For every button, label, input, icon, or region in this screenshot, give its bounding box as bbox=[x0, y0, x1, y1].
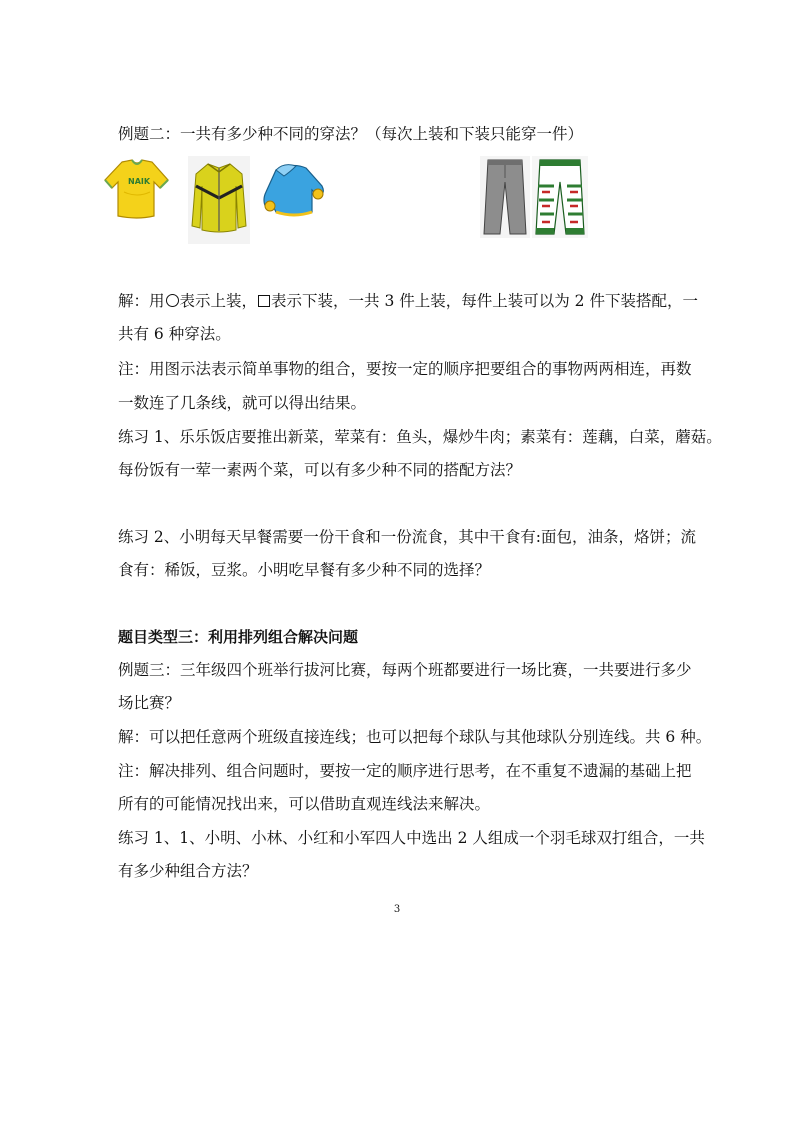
yellow-shirt-image bbox=[104, 158, 170, 220]
square-symbol bbox=[258, 295, 270, 307]
patterned-pants-image bbox=[532, 156, 588, 238]
note3-line1: 注：解决排列、组合问题时，要按一定的顺序进行思考，在不重复不遗漏的基础上把 bbox=[118, 762, 692, 780]
example2-title: 例题二：一共有多少种不同的穿法？（每次上装和下装只能穿一件） bbox=[118, 125, 584, 143]
page-number: 3 bbox=[393, 904, 401, 915]
practice2-line2: 食有：稀饭，豆浆。小明吃早餐有多少种不同的选择？ bbox=[118, 561, 491, 579]
example3-line1: 例题三：三年级四个班举行拔河比赛，每两个班都要进行一场比赛，一共要进行多少 bbox=[118, 661, 692, 679]
practice3-line1: 练习 1、1、小明、小林、小红和小军四人中选出 2 人组成一个羽毛球双打组合，一共 bbox=[118, 829, 705, 847]
solution2-line2: 共有 6 种穿法。 bbox=[118, 325, 231, 343]
blue-jacket-image bbox=[262, 160, 328, 222]
note2-line1: 注：用图示法表示简单事物的组合，要按一定的顺序把要组合的事物两两相连，再数 bbox=[118, 360, 692, 378]
gray-pants-image bbox=[480, 156, 530, 238]
practice1-line1: 练习 1、乐乐饭店要推出新菜，荤菜有：鱼头，爆炒牛肉；素菜有：莲藕，白菜，蘑菇。 bbox=[118, 428, 722, 446]
yellow-jacket-image bbox=[188, 156, 250, 244]
example3-line2: 场比赛？ bbox=[118, 694, 181, 712]
type3-heading: 题目类型三：利用排列组合解决问题 bbox=[118, 628, 359, 646]
solution3-line1: 解：可以把任意两个班级直接连线；也可以把每个球队与其他球队分别连线。共 6 种。 bbox=[118, 728, 712, 746]
practice2-line1: 练习 2、小明每天早餐需要一份干食和一份流食，其中干食有:面包，油条，烙饼；流 bbox=[118, 528, 697, 546]
practice1-line2: 每份饭有一荤一素两个菜，可以有多少种不同的搭配方法？ bbox=[118, 461, 522, 479]
solution2-line1: 解：用 表示上装， 表示下装，一共 3 件上装，每件上装可以为 2 件下装搭配，一 bbox=[118, 292, 698, 310]
circle-symbol bbox=[166, 294, 179, 307]
shirt-logo-text: NAIK bbox=[128, 177, 151, 186]
note3-line2: 所有的可能情况找出来，可以借助直观连线法来解决。 bbox=[118, 795, 491, 813]
note2-line2: 一数连了几条线，就可以得出结果。 bbox=[118, 394, 367, 412]
practice3-line2: 有多少种组合方法？ bbox=[118, 862, 258, 880]
